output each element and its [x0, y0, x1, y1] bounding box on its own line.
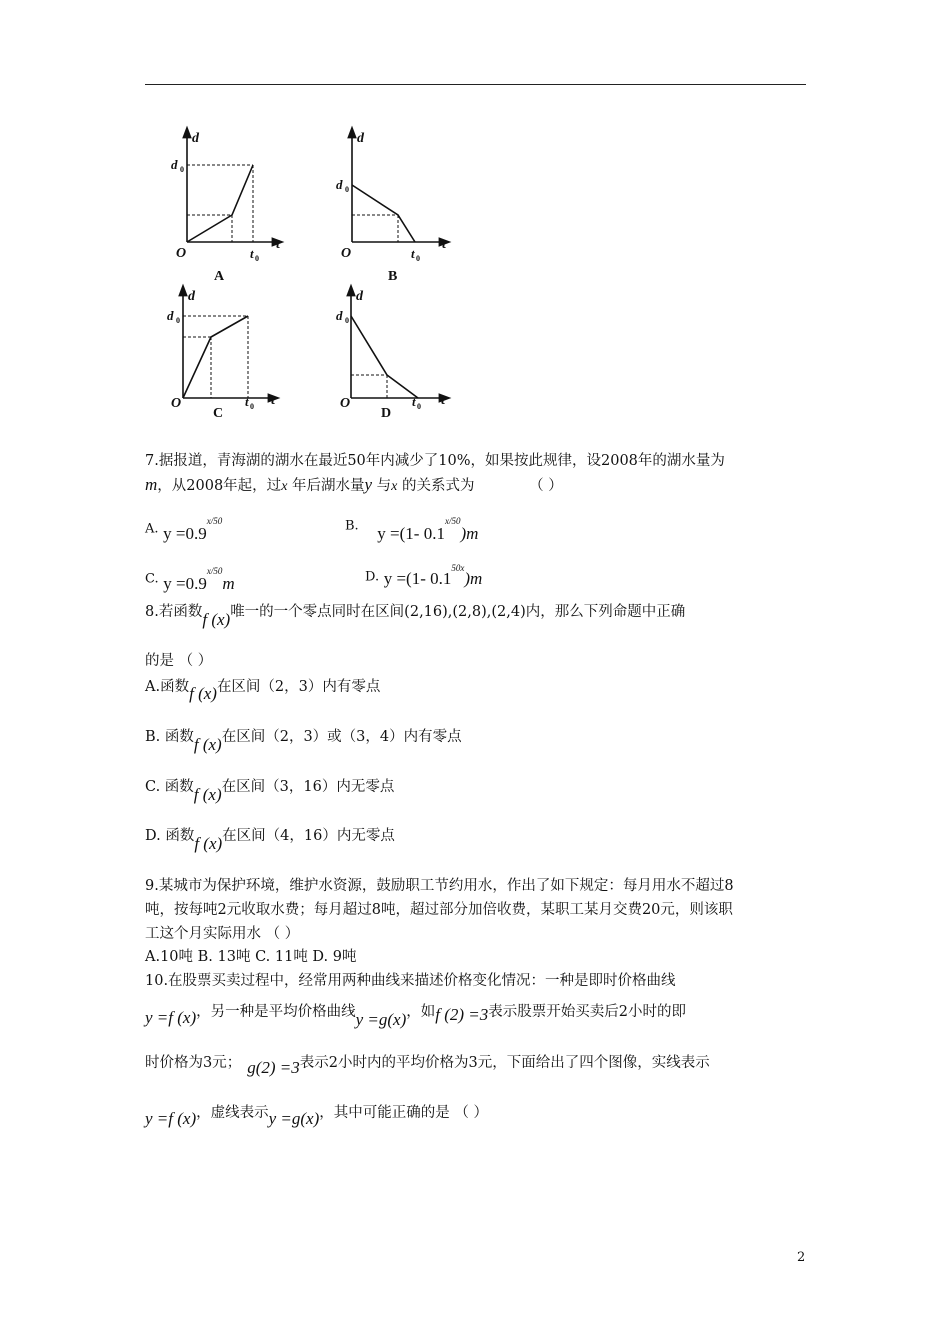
q8-line1: 8.若函数f (x)唯一的一个零点同时在区间(2,16),(2,8),(2,4)内，那么下列命题中正确 [145, 604, 686, 629]
graph-a [171, 131, 281, 284]
q10-line4: y =f (x)，虚线表示y =g(x)，其中可能正确的是 （ ） [145, 1105, 488, 1128]
svg-text:t: t [245, 394, 249, 409]
q8-option-b: B. 函数f (x)在区间（2，3）或（3，4）内有零点 [145, 729, 462, 754]
q10-line2: y =f (x)，另一种是平均价格曲线y =g(x)，如f (2) =3表示股票开始买卖后2小时的即 [145, 1004, 687, 1029]
svg-text:0: 0 [345, 316, 349, 325]
svg-text:O: O [341, 246, 352, 261]
svg-text:d: d [357, 131, 364, 146]
svg-text:O: O [340, 396, 351, 411]
graph-b [336, 131, 447, 284]
q9-line1: 9.某城市为保护环境，维护水资源，鼓励职工节约用水，作出了如下规定：每月用水不超过8 [145, 878, 734, 894]
svg-text:t: t [271, 393, 275, 408]
graph-d [336, 289, 446, 421]
q7-option-b: B. y =(1- $0.1^{x/50})m$ [345, 516, 479, 543]
graph-c-label: C [213, 406, 224, 421]
q9-line3: 工这个月实际用水 （ ） [145, 926, 300, 942]
q8-option-d: D. 函数f (x)在区间（4，16）内无零点 [145, 828, 395, 853]
page-number: 2 [797, 1250, 806, 1265]
svg-text:d: d [188, 289, 195, 304]
q7-option-a: A. $y =0.9^{x/50}$ [145, 516, 223, 543]
header-rule [145, 84, 806, 85]
graph-d-label: D [381, 406, 392, 421]
svg-text:t: t [276, 237, 280, 252]
q8-option-a: A.函数f (x)在区间（2，3）内有零点 [145, 679, 381, 703]
svg-text:t: t [442, 237, 446, 252]
svg-text:0: 0 [255, 254, 259, 263]
q7-option-d: D. y =(1- $0.1^{50x})m$ [365, 563, 483, 588]
svg-text:d: d [336, 308, 343, 323]
svg-text:0: 0 [417, 402, 421, 411]
svg-text:t: t [411, 246, 415, 261]
q9-options: A.10吨 B. 13吨 C. 11吨 D. 9吨 [145, 949, 357, 965]
svg-text:d: d [171, 157, 178, 172]
svg-text:t: t [412, 394, 416, 409]
q10-line1: 10.在股票买卖过程中，经常用两种曲线来描述价格变化情况：一种是即时价格曲线 [145, 973, 676, 989]
svg-text:0: 0 [416, 254, 420, 263]
svg-text:t: t [441, 393, 445, 408]
svg-text:0: 0 [345, 185, 349, 194]
q10-line3: 时价格为3元； g(2) =3表示2小时内的平均价格为3元，下面给出了四个图像，实线表示 [145, 1055, 710, 1077]
graph-b-label: B [388, 269, 398, 284]
svg-text:O: O [176, 246, 187, 261]
svg-text:0: 0 [176, 316, 180, 325]
graphs-figure [140, 120, 480, 430]
q7-option-c: C. $y =0.9^{x/50}m$ [145, 566, 235, 593]
q7-line1: 7.据报道，青海湖的湖水在最近50年内减少了10%，如果按此规律，设2008年的湖水量为 [145, 453, 725, 469]
svg-text:d: d [167, 308, 174, 323]
q7-line2: m，从2008年起，过x 年后湖水量y 与x 的关系式为 （ ） [145, 475, 563, 494]
svg-text:O: O [171, 396, 182, 411]
q8-line2: 的是 （ ） [145, 653, 213, 669]
svg-text:d: d [336, 177, 343, 192]
q8-option-c: C. 函数f (x)在区间（3，16）内无零点 [145, 779, 395, 804]
svg-text:0: 0 [180, 165, 184, 174]
graph-a-label: A [214, 269, 225, 284]
axis-d-label: d [192, 131, 199, 146]
graph-c [167, 289, 276, 421]
svg-text:d: d [356, 289, 363, 304]
svg-text:0: 0 [250, 402, 254, 411]
distance-time-graphs [140, 120, 480, 430]
svg-text:t: t [250, 246, 254, 261]
q9-line2: 吨，按每吨2元收取水费；每月超过8吨，超过部分加倍收费，某职工某月交费20元，则该职 [145, 902, 733, 918]
